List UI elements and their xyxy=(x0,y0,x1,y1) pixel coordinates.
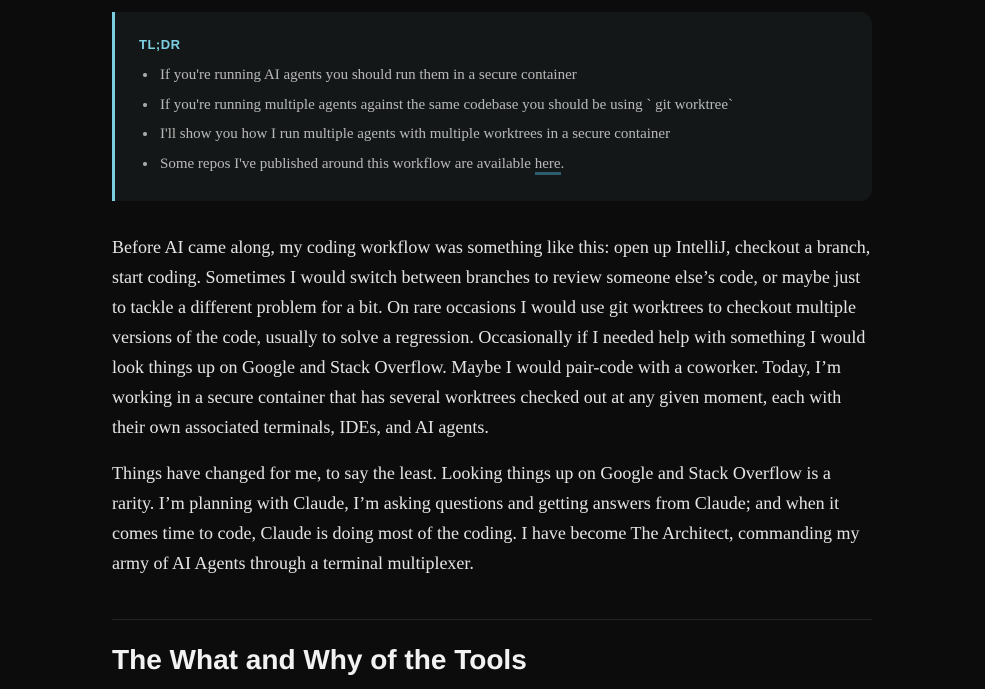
tldr-item xyxy=(139,153,733,183)
body-paragraph-workflow: Before AI came along, my coding workflow was something like this: open up IntelliJ, checkout a branch, start coding. Sometimes I would switch between branches to review someone else’s code, or maybe just to tackle a different problem for a bit. On rare occasions I would use git worktrees to checkout multiple versions of the code, usually to solve a regression. Occasionally if I needed help with something I would look things up on Google and Stack Overflow. Maybe I would pair-code with a coworker. Today, I’m working in a secure container that has several worktrees checked out at any given moment, each with their own associated terminals, IDEs, and AI agents. xyxy=(112,237,871,437)
tldr-item xyxy=(139,123,733,153)
tldr-item-text-end: . xyxy=(560,155,565,172)
tldr-callout xyxy=(112,12,872,201)
section-divider xyxy=(112,619,872,620)
section-heading: The What and Why of the Tools xyxy=(112,644,527,675)
repos-link[interactable]: here xyxy=(535,156,561,175)
body-paragraph-changes: Things have changed for me, to say the least. Looking things up on Google and Stack Overflow is a rarity. I’m planning with Claude, I’m asking questions and getting answers from Claude; and when it comes time to code, Claude is doing most of the coding. I have become The Architect, commanding my army of AI Agents through a terminal multiplexer. xyxy=(112,463,860,573)
tldr-item-text: If you're running multiple agents against the same codebase you should be using ` git worktree` xyxy=(160,96,733,113)
bullet-icon xyxy=(143,73,147,77)
tldr-item xyxy=(139,94,733,124)
tldr-item-text: If you're running AI agents you should run them in a secure container xyxy=(160,67,577,83)
tldr-title: TL;DR xyxy=(139,37,181,52)
bullet-icon xyxy=(143,162,147,166)
tldr-item-text: I'll show you how I run multiple agents with multiple worktrees in a secure container xyxy=(160,126,671,142)
bullet-icon xyxy=(143,103,147,107)
tldr-item xyxy=(139,64,733,94)
bullet-icon xyxy=(143,132,147,136)
tldr-list xyxy=(139,64,733,182)
tldr-item-text: Some repos I've published around this workflow are available xyxy=(160,155,535,172)
